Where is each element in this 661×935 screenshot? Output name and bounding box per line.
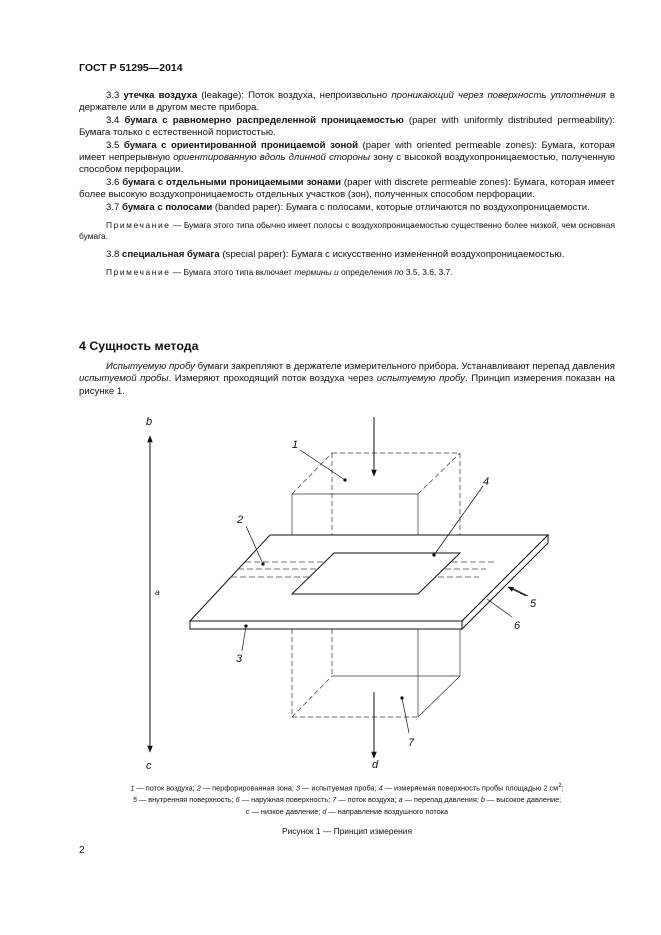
page-number: 2 — [79, 845, 85, 856]
clause-number: 3.8 — [106, 248, 120, 260]
label-3: 3 — [236, 653, 243, 665]
label-4: 4 — [483, 476, 490, 488]
note-text: Бумага этого типа включает — [183, 267, 295, 278]
note-text: Бумага этого типа обычно имеет полосы с воздухопроницаемостью существенно более низкой, чем основная бумага. — [79, 220, 615, 242]
note-text: определения — [338, 267, 395, 278]
inner-surface-arrow — [508, 587, 526, 596]
definition-emphasis: ориентированную вдоль длинной стороны — [173, 152, 371, 164]
method-emphasis: испытуемой пробы — [79, 373, 169, 385]
method-emphasis: Испытуемую пробу — [106, 361, 195, 372]
legend-key: 1 — [130, 783, 135, 793]
note-label: Примечание — [106, 267, 171, 278]
clause-number: 3.6 — [106, 176, 120, 188]
superscript: 2 — [558, 782, 562, 789]
legend-key: 7 — [332, 795, 337, 805]
figure-legend — [79, 780, 615, 817]
standard-header: ГОСТ Р 51295—2014 — [79, 62, 183, 74]
legend-text: — высокое давление; — [484, 795, 562, 805]
method-text: . Принцип измерения показан на рисунке 1. — [79, 373, 615, 397]
definition-text: зону с высокой воздухопроницаемостью, полученную способом перфорации. — [79, 152, 615, 176]
note-dash: — — [170, 267, 184, 278]
section-heading: 4 Сущность метода — [79, 339, 199, 353]
legend-key: 6 — [235, 795, 240, 805]
clause-number: 3.7 — [106, 201, 120, 213]
method-text: . Измеряют проходящий поток воздуха через — [168, 373, 377, 385]
legend-key: a — [398, 795, 403, 805]
label-1: 1 — [292, 439, 299, 451]
legend-key: 2 — [196, 783, 201, 793]
clause-number: 3.5 — [106, 139, 120, 151]
label-2: 2 — [237, 514, 244, 526]
legend-text: — поток воздуха; — [134, 783, 197, 793]
legend-text: ; — [561, 783, 564, 793]
method-text: бумаги закрепляют в держателе измерительного прибора. Устанавливают перепад давления — [194, 361, 615, 372]
label-c: c — [146, 760, 152, 772]
term: бумага с отдельными проницаемыми зонами — [122, 176, 341, 188]
term: бумага с ориентированной проницаемой зоной — [123, 139, 359, 151]
note-emphasis: по — [394, 267, 404, 278]
definition-text: (paper with oriented permeable zones): Бумага, которая имеет непрерывную — [79, 139, 615, 164]
test-sample-sheet — [190, 535, 548, 629]
upper-chamber — [292, 453, 460, 548]
legend-key: b — [480, 795, 485, 805]
figure-caption: Рисунок 1 — Принцип измерения — [281, 826, 412, 836]
definition-text: в держателе или в другом месте прибора. — [79, 90, 616, 114]
label-5: 5 — [530, 598, 537, 610]
label-a: a — [155, 587, 160, 597]
note-dash: — — [170, 220, 184, 231]
note-text: 3.5, 3.6, 3.7. — [403, 267, 453, 278]
term: утечка воздуха — [123, 90, 198, 101]
legend-key: d — [322, 806, 327, 816]
legend-text: — перепад давления; — [402, 795, 481, 805]
label-7: 7 — [408, 737, 415, 749]
clause-number: 3.3 — [106, 90, 120, 101]
legend-text: — направление воздушного потока — [326, 806, 449, 816]
legend-text: — перфорированная зона; — [200, 783, 296, 793]
legend-text: — поток воздуха; — [336, 795, 399, 805]
legend-text: — наружная поверхность; — [239, 795, 333, 805]
legend-text: — измеряемая поверхность пробы площадью 2 см — [382, 783, 559, 793]
lower-chamber — [292, 629, 460, 717]
legend-text: — внутренняя поверхность; — [136, 795, 236, 805]
definition-text: (banded paper): Бумага с полосами, которые отличаются по воздухопроницаемости. — [212, 201, 590, 213]
term: специальная бумага — [122, 248, 220, 260]
note-label: Примечание — [106, 220, 171, 231]
note-emphasis: термины и — [294, 267, 339, 278]
legend-key: 4 — [378, 783, 383, 793]
definition-emphasis: проникающий через поверхность уплотнения — [391, 90, 606, 101]
clause-number: 3.4 — [106, 114, 120, 126]
definition-text: (special paper): Бумага с искусственно измененной воздухопроницаемостью. — [219, 248, 565, 260]
legend-text: — низкое давление; — [249, 806, 323, 816]
definition-text: (paper with uniformly distributed permeability): Бумага только с естественной пористостью. — [79, 114, 615, 139]
method-emphasis: испытуемую пробу — [376, 373, 466, 385]
label-6: 6 — [514, 620, 521, 632]
label-b: b — [146, 416, 153, 428]
legend-key: 3 — [295, 783, 301, 793]
legend-text: — испытуемая проба; — [300, 783, 379, 793]
label-d: d — [372, 759, 379, 771]
definition-text: (paper with discrete permeable zones): Бумага, которая имеет более высокую воздухопроницаемость отдельных участков (зон), полученных способом перфорации. — [79, 176, 615, 201]
definition-text: (leakage): Поток воздуха, непроизвольно — [197, 90, 392, 101]
term: бумага с равномерно распределенной проницаемостью — [124, 114, 404, 126]
legend-key: 5 — [132, 795, 137, 805]
legend-key: c — [245, 806, 250, 816]
term: бумага с полосами — [122, 201, 213, 213]
